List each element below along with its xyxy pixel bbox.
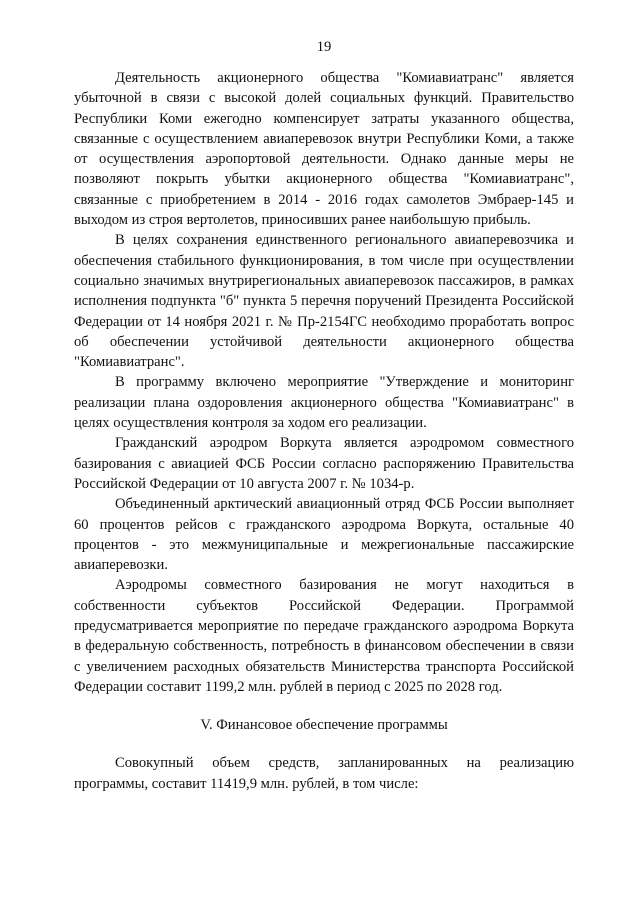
page-number: 19 [316, 39, 332, 55]
paragraph-vorkuta-aerodrome: Гражданский аэродром Воркута является аэродромом совместного базирования с авиацией ФСБ России согласно распоряжению Правительства Российской Федерации от 10 августа 2007 г. № 1034-р. [74, 435, 574, 492]
paragraph-recovery-plan: В программу включено мероприятие "Утверждение и мониторинг реализации плана оздоровления акционерного общества "Комиавиатранс" в целях осуществления контроля за ходом его реализации. [74, 374, 574, 432]
paragraph-regional-carrier: В целях сохранения единственного регионального авиаперевозчика и обеспечения стабильного функционирования, в том числе при осуществлении социально значимых внутрирегиональных авиаперевозок пассажиров, в рамках исполнения подпункта "б" пункта 5 перечня поручений Президента Российской Федерации от 14 ноября 2021 г. № Пр-2154ГС необходимо проработать вопрос об обеспечении устойчивой деятельности акционерного общества "Комиавиатранс". [74, 232, 574, 371]
paragraph-joint-basing: Аэродромы совместного базирования не могут находиться в собственности субъектов Российской Федерации. Программой предусматривается мероприятие по передаче гражданского аэродрома Воркута в федеральную собственность, потребность в финансовом обеспечении в связи с увеличением расходных обязательств Министерства транспорта Российской Федерации составит 1199,2 млн. рублей в период с 2025 по 2028 год. [74, 577, 574, 695]
paragraph-komiaviatrans-losses: Деятельность акционерного общества "Комиавиатранс" является убыточной в связи с высокой долей социальных функций. Правительство Республики Коми ежегодно компенсирует затраты указанного общества, связанные с осуществлением авиаперевозок внутри Республики Коми, а также от осуществления аэропортовой деятельности. Однако данные меры не позволяют покрыть убытки акционерного общества "Комиавиатранс", связанные с приобретением в 2014 - 2016 годах самолетов Эмбраер-145 и выходом из строя вертолетов, приносивших ранее наибольшую прибыль. [74, 70, 574, 229]
paragraph-fsb-squadron: Объединенный арктический авиационный отряд ФСБ России выполняет 60 процентов рейсов с гражданского аэродрома Воркута, остальные 40 процентов - это межмуниципальные и межрегиональные пассажирские авиаперевозки. [74, 496, 574, 574]
section-heading: V. Финансовое обеспечение программы [200, 717, 448, 734]
paragraph-total-funding: Совокупный объем средств, запланированных на реализацию программы, составит 11419,9 млн. рублей, в том числе: [74, 755, 574, 792]
